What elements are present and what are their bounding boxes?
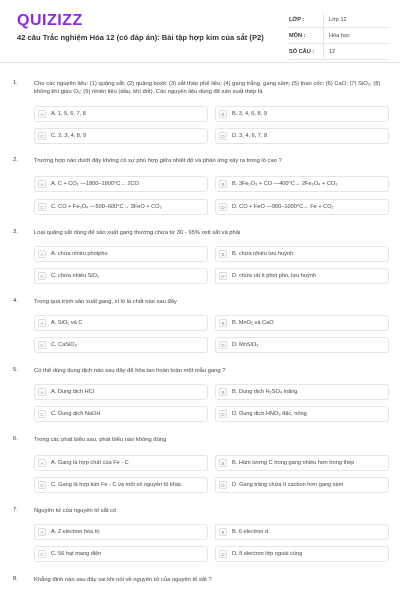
option-c[interactable] <box>34 406 208 422</box>
meta-table <box>289 12 389 60</box>
option-letter: C <box>38 272 46 280</box>
option-b[interactable] <box>215 524 389 540</box>
option-text: A. 1, 5, 6, 7, 8 <box>51 111 86 117</box>
option-a[interactable] <box>34 524 208 540</box>
option-text: A. 2 electron hóa trị <box>51 529 100 535</box>
option-letter: D <box>219 481 227 489</box>
question-number: 2. <box>13 157 18 163</box>
option-d[interactable] <box>215 546 389 562</box>
option-text: B. MnO₂ và CaO <box>232 320 274 326</box>
option-letter: B <box>219 388 227 396</box>
page-title: 42 câu Trắc nghiệm Hóa 12 (có đáp án): Bài tập hợp kim của sắt (P2) <box>17 33 264 42</box>
option-letter: B <box>219 110 227 118</box>
option-c[interactable] <box>34 477 208 493</box>
option-c[interactable] <box>34 546 208 562</box>
option-letter: C <box>38 341 46 349</box>
option-text: A. SiO₂ và C <box>51 320 83 326</box>
option-text: D. 3, 4, 6, 7, 8 <box>232 133 268 139</box>
option-text: C. chứa nhiều SiO₂ <box>51 273 100 279</box>
option-letter: A <box>38 110 46 118</box>
meta-row-count <box>289 44 389 60</box>
option-a[interactable] <box>34 106 208 122</box>
option-a[interactable] <box>34 315 208 331</box>
option-text: B. Dung dịch H₂SO₄ loãng <box>232 389 298 395</box>
option-text: A. C + CO₂ —1800–1900°C→ 2CO <box>51 181 139 187</box>
question-number: 6. <box>13 436 18 442</box>
option-letter: C <box>38 132 46 140</box>
question-number: 8. <box>13 576 18 582</box>
option-letter: B <box>219 180 227 188</box>
option-letter: D <box>219 341 227 349</box>
option-text: D. chứa rất ít phot pho, lưu huỳnh <box>232 273 316 279</box>
option-b[interactable] <box>215 455 389 471</box>
option-a[interactable] <box>34 246 208 262</box>
option-c[interactable] <box>34 199 208 215</box>
option-letter: C <box>38 550 46 558</box>
option-text: D. MnSiO₃ <box>232 342 259 348</box>
option-b[interactable] <box>215 384 389 400</box>
option-d[interactable] <box>215 337 389 353</box>
option-letter: D <box>219 132 227 140</box>
option-letter: D <box>219 550 227 558</box>
option-b[interactable] <box>215 315 389 331</box>
document-header <box>0 0 400 63</box>
option-c[interactable] <box>34 268 208 284</box>
option-b[interactable] <box>215 246 389 262</box>
option-text: A. Dung dịch HCl <box>51 389 94 395</box>
option-letter: B <box>219 528 227 536</box>
question-text: Trường hợp nào dưới đây không có sự phù hợp giữa nhiệt độ và phản ứng xảy ra trong lò cao ? <box>34 158 282 164</box>
option-c[interactable] <box>34 128 208 144</box>
question-text: Cho các nguyên liệu: (1) quặng sắt; (2) quặng boxit; (3) sắt thép phế liệu; (4) gang trắng, gang xám; (5) than cốc; (6) CaO; (7) SiO₂; (8) không khí giàu O₂; (9) nhiên liệu (dầu, khí đốt). Các nguyên liệu dùng để sản xuất thép là <box>34 81 381 95</box>
meta-key: SỐ CÂU : <box>289 48 315 55</box>
option-text: A. Gang là hợp chất của Fe - C <box>51 460 129 466</box>
option-text: B. 3, 4, 6, 8, 9 <box>232 111 267 117</box>
option-text: D. Dung dịch HNO₃ đặc, nóng <box>232 411 307 417</box>
question-text: Khẳng định nào sau đây sai khi nói về nguyên tử của nguyên tố sắt ? <box>34 577 212 583</box>
option-d[interactable] <box>215 406 389 422</box>
question-number: 1. <box>13 80 18 86</box>
question-number: 4. <box>13 298 18 304</box>
option-letter: C <box>38 410 46 418</box>
option-d[interactable] <box>215 199 389 215</box>
option-b[interactable] <box>215 106 389 122</box>
option-letter: B <box>219 319 227 327</box>
meta-key: MÔN : <box>289 32 306 39</box>
option-letter: A <box>38 250 46 258</box>
question-number: 3. <box>13 229 18 235</box>
question-text: Nguyên tử của nguyên tố sắt có <box>34 508 117 514</box>
option-a[interactable] <box>34 384 208 400</box>
option-letter: B <box>219 459 227 467</box>
option-letter: D <box>219 272 227 280</box>
option-letter: A <box>38 319 46 327</box>
question-text: Có thể dùng dung dịch nào sau đây để hòa tan hoàn toàn một mẫu gang ? <box>34 368 226 374</box>
option-text: C. 2, 3, 4, 8, 9 <box>51 133 87 139</box>
meta-value: Hóa học <box>323 28 389 43</box>
meta-value: Lớp 12 <box>323 12 389 27</box>
option-a[interactable] <box>34 455 208 471</box>
option-text: C. Dung dịch NaOH <box>51 411 101 417</box>
meta-row-subject <box>289 28 389 44</box>
question-number: 7. <box>13 507 18 513</box>
question-number: 5. <box>13 367 18 373</box>
option-letter: A <box>38 528 46 536</box>
option-text: C. CO + Fe₃O₄ —500–600°C→ 3FeO + CO₂ <box>51 204 162 210</box>
option-text: C. Gang là hợp kim Fe - C và một số nguyên tố khác <box>51 482 182 488</box>
option-letter: A <box>38 459 46 467</box>
option-b[interactable] <box>215 176 389 192</box>
meta-row-class <box>289 12 389 28</box>
option-letter: D <box>219 410 227 418</box>
option-text: B. 3Fe₂O₃ + CO —400°C→ 2Fe₃O₄ + CO₂ <box>232 181 338 187</box>
option-letter: B <box>219 250 227 258</box>
quizizz-logo: QUIZIZZ <box>17 12 83 29</box>
option-text: B. Hàm lượng C trong gang nhiều hơn trong thép <box>232 460 355 466</box>
meta-value: 12 <box>323 44 389 59</box>
option-text: C. 56 hạt mang điện <box>51 551 102 557</box>
option-c[interactable] <box>34 337 208 353</box>
option-a[interactable] <box>34 176 208 192</box>
question-text: Loại quặng sắt dùng để sản xuất gang thường chứa từ 30 - 95% oxit sắt và phải <box>34 230 241 236</box>
question-text: Trong quá trình sản xuất gang, xỉ lò là chất nào sau đây <box>34 299 177 305</box>
option-d[interactable] <box>215 268 389 284</box>
option-text: B. 6 electron d <box>232 529 269 535</box>
option-text: A. chứa nhiều photpho <box>51 251 108 257</box>
option-text: D. Gang trắng chứa ít cacbon hơn gang xám <box>232 482 344 488</box>
option-text: B. chứa nhiều lưu huỳnh <box>232 251 294 257</box>
meta-key: LỚP : <box>289 16 305 23</box>
option-letter: C <box>38 481 46 489</box>
option-text: C. CaSiO₃ <box>51 342 77 348</box>
option-letter: D <box>219 203 227 211</box>
option-text: D. CO + FeO —900–1000°C→ Fe + CO₂ <box>232 204 334 210</box>
option-letter: A <box>38 388 46 396</box>
option-d[interactable] <box>215 477 389 493</box>
option-d[interactable] <box>215 128 389 144</box>
option-letter: C <box>38 203 46 211</box>
option-text: D. 8 electron lớp ngoài cùng <box>232 551 303 557</box>
option-letter: A <box>38 180 46 188</box>
question-text: Trong các phát biểu sau, phát biểu nào không đúng <box>34 437 167 443</box>
